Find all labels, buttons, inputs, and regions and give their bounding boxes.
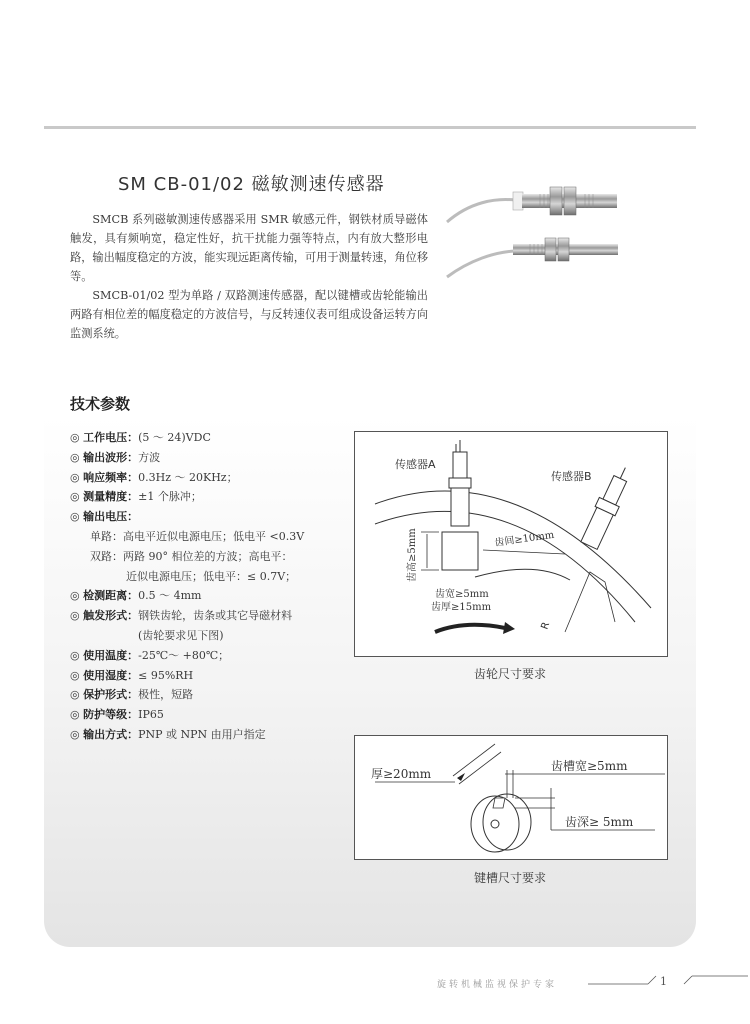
- output-voltage-dual-cont: 近似电源电压；低电平：≤ 0.7V；: [126, 569, 297, 583]
- bullet-icon: ◎: [70, 490, 80, 504]
- page-number: 1: [660, 975, 667, 988]
- bullet-icon: ◎: [70, 450, 80, 464]
- intro-text: [70, 210, 428, 343]
- spec-row-frequency: ◎ 响应频率：0.3Hz ～ 20KHz；: [70, 470, 238, 484]
- spec-row-waveform: ◎ 输出波形：方波: [70, 450, 161, 464]
- keyway-diagram-svg: [355, 736, 667, 859]
- intro-paragraph-2: SMCB-01/02 型为单路 / 双路测速传感器，配以键槽或齿轮能输出两路有相位差的幅度稳定的方波信号，与反转速仪表可组成设备运转方向监测系统。: [70, 289, 429, 340]
- bullet-icon: ◎: [70, 470, 80, 484]
- gear-dimension-diagram: [354, 431, 668, 657]
- output-voltage-dual: 双路：两路 90° 相位差的方波；高电平：: [90, 549, 293, 563]
- sensor-a-label: 传感器A: [395, 458, 436, 471]
- bullet-icon: ◎: [70, 609, 80, 623]
- bullet-icon: ◎: [70, 648, 80, 662]
- tooth-gap-label: 齿间≥10mm: [493, 529, 555, 549]
- spec-row-output-voltage: ◎ 输出电压：: [70, 510, 139, 524]
- spec-row-humidity: ◎ 使用湿度：≤ 95%RH: [70, 668, 194, 682]
- spec-list: [70, 428, 350, 745]
- spec-heading: 技术参数: [70, 395, 131, 413]
- bullet-icon: ◎: [70, 727, 80, 741]
- keyway-caption: 键槽尺寸要求: [473, 871, 546, 885]
- output-voltage-single: 单路：高电平近似电源电压；低电平 <0.3V: [90, 529, 305, 543]
- gear-caption: 齿轮尺寸要求: [473, 667, 546, 681]
- spec-row-temperature: ◎ 使用温度：-25℃～ +80℃；: [70, 648, 230, 662]
- spec-row-distance: ◎ 检测距离：0.5 ～ 4mm: [70, 589, 202, 603]
- spec-row-ip-rating: ◎ 防护等级：IP65: [70, 708, 164, 722]
- trigger-note: (齿轮要求见下图): [138, 628, 224, 642]
- radius-label: R: [539, 620, 553, 632]
- bullet-icon: ◎: [70, 708, 80, 722]
- bullet-icon: ◎: [70, 431, 80, 444]
- gear-diagram-svg: [355, 432, 667, 656]
- thickness-label: 厚≥20mm: [371, 767, 432, 781]
- intro-paragraph-1: SMCB 系列磁敏测速传感器采用 SMR 敏感元件，钢铁材质导磁体触发，具有频响宽，稳定性好，抗干扰能力强等特点，内有放大整形电路，输出幅度稳定的方波，能实现远距离传输，可用于测量转速，角位移等。: [70, 213, 429, 283]
- tooth-height-label: 齿高≥5mm: [407, 528, 418, 582]
- keyway-dimension-diagram: [354, 735, 668, 860]
- spec-row-output-mode: ◎ 输出方式：PNP 或 NPN 由用户指定: [70, 727, 266, 741]
- sensor-b-label: 传感器B: [551, 470, 592, 483]
- footer-slogan: 旋转机械监视保护专家: [437, 980, 558, 990]
- bullet-icon: ◎: [70, 668, 80, 682]
- sensor-product-image: [445, 172, 645, 287]
- depth-label: 齿深≥ 5mm: [565, 815, 634, 829]
- page-title: SM CB-01/02 磁敏测速传感器: [118, 174, 385, 195]
- spec-row-protection: ◎ 保护形式：极性，短路: [70, 688, 194, 702]
- tooth-thickness-label: 齿厚≥15mm: [431, 602, 492, 613]
- tooth-width-label: 齿宽≥5mm: [435, 589, 489, 600]
- spec-row-trigger: ◎ 触发形式：钢铁齿轮，齿条或其它导磁材料: [70, 609, 293, 623]
- slot-width-label: 齿槽宽≥5mm: [551, 759, 628, 773]
- bullet-icon: ◎: [70, 688, 80, 702]
- footer-rule: [588, 968, 748, 988]
- spec-row-voltage: ◎ 工作电压：(5 ～ 24)VDC: [70, 431, 211, 444]
- spec-row-accuracy: ◎ 测量精度：±1 个脉冲；: [70, 490, 202, 504]
- bullet-icon: ◎: [70, 510, 80, 524]
- bullet-icon: ◎: [70, 589, 80, 603]
